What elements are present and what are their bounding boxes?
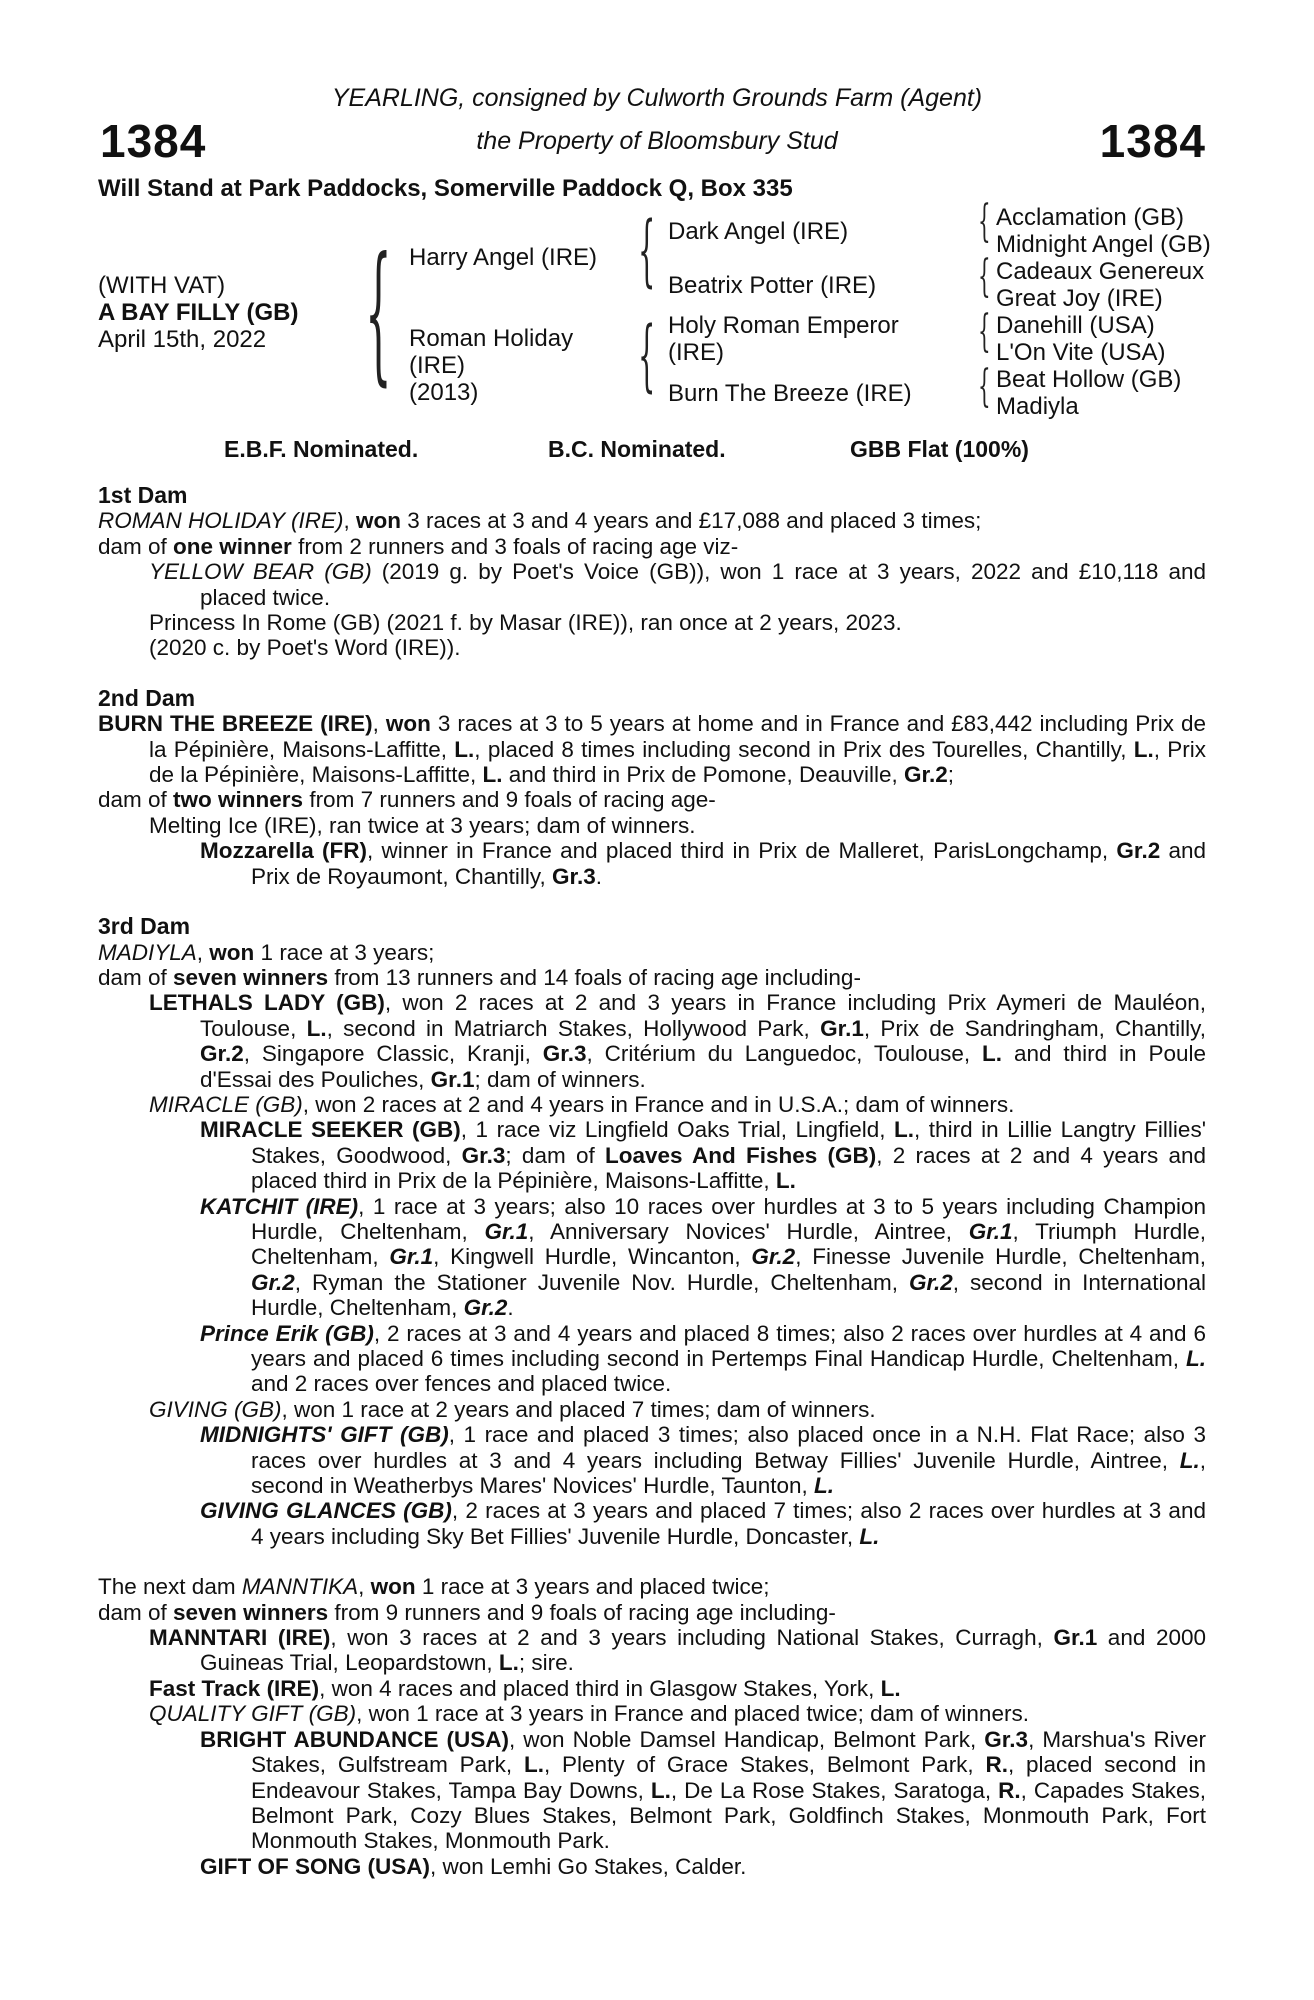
first-dam-heading: 1st Dam [98, 482, 188, 508]
pedigree-sire-sire: Dark Angel (IRE) [668, 218, 849, 245]
first-dam-line: ROMAN HOLIDAY (IRE), won 3 races at 3 and 4 years and £17,088 and placed 3 times; [98, 508, 982, 534]
produce-prince-erik: Prince Erik (GB), 2 races at 3 and 4 years and placed 8 times; also 2 races over hurdles at 4 and 6 years and placed 6 times including second in Pertemps Final Handicap Hurdle, Cheltenham, L. and 2 races over fences and placed twice. [200, 1320, 1206, 1397]
pedigree-dam-year: (2013) [409, 379, 479, 406]
second-dam-line: BURN THE BREEZE (IRE), won 3 races at 3 to 5 years at home and in France and £83,442 including Prix de la Pépinière, Maisons-Laffitte, L., placed 8 times including second in Prix des Tourelles, Chantilly, L., Prix de la Pépinière, Maisons-Laffitte, L. and third in Prix de Pomone, Deauville, Gr.2; [98, 711, 1206, 788]
second-dam-produce-summary: dam of two winners from 7 runners and 9 foals of racing age- [98, 787, 716, 813]
next-dam-produce-summary: dam of seven winners from 9 runners and 9 foals of racing age including- [98, 1599, 836, 1625]
pedigree-sire-dam: Beatrix Potter (IRE) [668, 272, 877, 299]
property-line: the Property of Bloomsbury Stud [476, 127, 838, 155]
pedigree-brace-main: { [365, 226, 392, 400]
catalogue-body [98, 483, 1206, 1879]
pedigree-sss: Acclamation (GB) [996, 204, 1185, 231]
pedigree-dam-dam: Burn The Breeze (IRE) [668, 380, 912, 407]
pedigree-sdd: Great Joy (IRE) [996, 285, 1163, 312]
bc-nomination: B.C. Nominated. [548, 436, 726, 462]
produce-bright-abundance: BRIGHT ABUNDANCE (USA), won Noble Damsel Handicap, Belmont Park, Gr.3, Marshua's River Stakes, Gulfstream Park, L., Plenty of Grace Stakes, Belmont Park, R., placed second in Endeavour Stakes, Tampa Bay Downs, L., De La Rose Stakes, Saratoga, R., Capades Stakes, Belmont Park, Cozy Blues Stakes, Belmont Park, Goldfinch Stakes, Monmouth Park, Fort Monmouth Stakes, Monmouth Park. [200, 1726, 1207, 1854]
produce-giving: GIVING (GB), won 1 race at 2 years and placed 7 times; dam of winners. [149, 1396, 876, 1422]
produce-2020-colt: (2020 c. by Poet's Word (IRE)). [149, 635, 461, 661]
horse-dob: April 15th, 2022 [98, 326, 267, 353]
second-dam-heading: 2nd Dam [98, 684, 196, 711]
produce-miracle-seeker: MIRACLE SEEKER (GB), 1 race viz Lingfield Oaks Trial, Lingfield, L., third in Lillie Langtry Fillies' Stakes, Goodwood, Gr.3; dam of Loaves And Fishes (GB), 2 races at 2 and 4 years and placed third in Prix de la Pépinière, Maisons-Laffitte, L. [200, 1117, 1207, 1194]
horse-name: A BAY FILLY (GB) [98, 299, 299, 326]
first-dam-produce-summary: dam of one winner from 2 runners and 3 foals of racing age viz- [98, 533, 739, 559]
third-dam-heading: 3rd Dam [98, 913, 191, 940]
produce-lethals-lady: LETHALS LADY (GB), won 2 races at 2 and 3 years in France including Prix Aymeri de Mauléon, Toulouse, L., second in Matriarch Stakes, Hollywood Park, Gr.1, Prix de Sandringham, Chantilly, Gr.2, Singapore Classic, Kranji, Gr.3, Critérium du Languedoc, Toulouse, L. and third in Poule d'Essai des Pouliches, Gr.1; dam of winners. [149, 990, 1206, 1092]
pedigree-brace-g4: { [978, 361, 991, 412]
pedigree-ddd: Madiyla [996, 393, 1079, 420]
consignor-line: YEARLING, consigned by Culworth Grounds Farm (Agent) [331, 84, 983, 112]
pedigree-sire: Harry Angel (IRE) [409, 244, 598, 271]
next-dam-line: The next dam MANNTIKA, won 1 race at 3 years and placed twice; [98, 1574, 770, 1600]
produce-yellow-bear: YELLOW BEAR (GB) (2019 g. by Poet's Voice (GB)), won 1 race at 3 years, 2022 and £10,118 and placed twice. [149, 559, 1207, 610]
produce-fast-track: Fast Track (IRE), won 4 races and placed third in Glasgow Stakes, York, L. [149, 1675, 901, 1701]
ebf-nomination: E.B.F. Nominated. [224, 436, 419, 462]
pedigree-brace-g1: { [978, 196, 991, 247]
lot-number-right: 1384 [1099, 115, 1206, 167]
pedigree-dam-sire: Holy Roman Emperor [668, 312, 899, 339]
pedigree-brace-sire: { [638, 206, 656, 296]
third-dam-produce-summary: dam of seven winners from 13 runners and 14 foals of racing age including- [98, 964, 861, 990]
pedigree-dam-line2: (IRE) [409, 352, 465, 379]
pedigree-dam: Roman Holiday [409, 325, 574, 352]
produce-giving-glances: GIVING GLANCES (GB), 2 races at 3 years and placed 7 times; also 2 races over hurdles at 3 and 4 years including Sky Bet Fillies' Juvenile Hurdle, Doncaster, L. [200, 1498, 1206, 1549]
gbb-flat: GBB Flat (100%) [850, 436, 1029, 462]
produce-princess-in-rome: Princess In Rome (GB) (2021 f. by Masar (IRE)), ran once at 2 years, 2023. [149, 610, 902, 636]
pedigree-brace-g3: { [978, 306, 991, 357]
produce-katchit: KATCHIT (IRE), 1 race at 3 years; also 10 races over hurdles at 3 to 5 years including Champion Hurdle, Cheltenham, Gr.1, Anniversary Novices' Hurdle, Aintree, Gr.1, Triumph Hurdle, Cheltenham, Gr.1, Kingwell Hurdle, Wincanton, Gr.2, Finesse Juvenile Hurdle, Cheltenham, Gr.2, Ryman the Stationer Juvenile Nov. Hurdle, Cheltenham, Gr.2, second in International Hurdle, Cheltenham, Gr.2. [200, 1193, 1207, 1321]
third-dam-line: MADIYLA, won 1 race at 3 years; [98, 939, 435, 965]
pedigree-dam-sire-line2: (IRE) [668, 339, 724, 366]
produce-manntari: MANNTARI (IRE), won 3 races at 2 and 3 years including National Stakes, Curragh, Gr.1 and 2000 Guineas Trial, Leopardstown, L.; sire. [149, 1625, 1206, 1676]
stand-location: Will Stand at Park Paddocks, Somerville Paddock Q, Box 335 [98, 175, 793, 202]
produce-mozzarella: Mozzarella (FR), winner in France and placed third in Prix de Malleret, ParisLongchamp, Gr.2 and Prix de Royaumont, Chantilly, Gr.3. [200, 838, 1206, 889]
produce-midnights-gift: MIDNIGHTS' GIFT (GB), 1 race and placed 3 times; also placed once in a N.H. Flat Race; also 3 races over hurdles at 3 and 4 years including Betway Fillies' Juvenile Hurdle, Aintree, L., second in Weatherbys Mares' Novices' Hurdle, Taunton, L. [200, 1422, 1206, 1499]
produce-gift-of-song: GIFT OF SONG (USA), won Lemhi Go Stakes, Calder. [200, 1853, 747, 1879]
pedigree-sds: Cadeaux Genereux [996, 258, 1205, 285]
pedigree-dds: Beat Hollow (GB) [996, 366, 1182, 393]
produce-miracle: MIRACLE (GB), won 2 races at 2 and 4 years in France and in U.S.A.; dam of winners. [149, 1091, 1015, 1117]
produce-quality-gift: QUALITY GIFT (GB), won 1 race at 3 years in France and placed twice; dam of winners. [149, 1701, 1029, 1727]
lot-number-left: 1384 [100, 115, 207, 167]
pedigree-dss: Danehill (USA) [996, 312, 1155, 339]
pedigree-ssd: Midnight Angel (GB) [996, 231, 1211, 258]
produce-melting-ice: Melting Ice (IRE), ran twice at 3 years; dam of winners. [149, 812, 696, 838]
pedigree-dsd: L'On Vite (USA) [996, 339, 1166, 366]
vat-label: (WITH VAT) [98, 272, 226, 299]
pedigree-brace-dam: { [638, 311, 656, 401]
pedigree-brace-g2: { [978, 251, 991, 302]
